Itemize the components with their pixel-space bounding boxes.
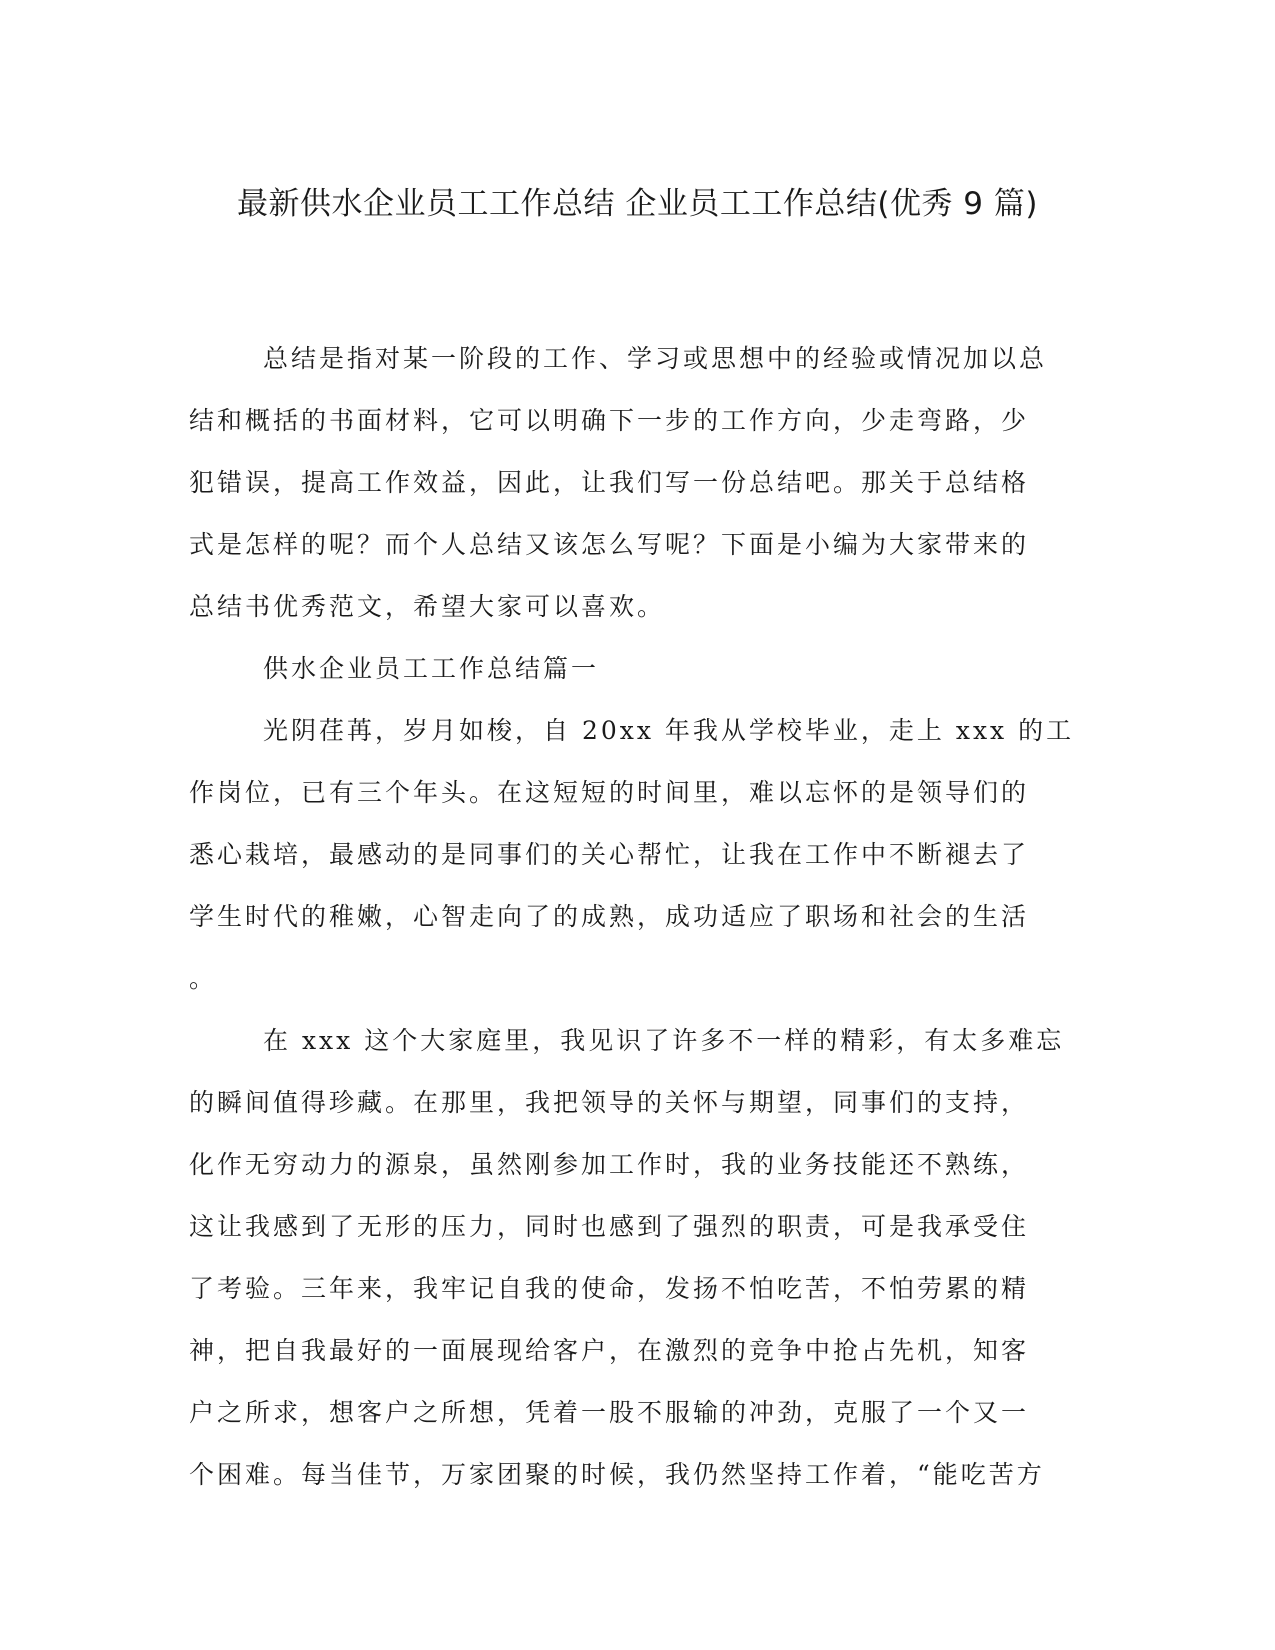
document-title: 最新供水企业员工工作总结 企业员工工作总结(优秀 9 篇)	[237, 186, 1038, 222]
text-line: 光阴荏苒，岁月如梭，自 20xx 年我从学校毕业，走上 xxx 的工	[263, 716, 1075, 745]
text-line: 式是怎样的呢？而个人总结又该怎么写呢？下面是小编为大家带来的	[189, 530, 1030, 559]
text-line: 悉心栽培，最感动的是同事们的关心帮忙，让我在工作中不断褪去了	[189, 840, 1030, 869]
text-line: 个困难。每当佳节，万家团聚的时候，我仍然坚持工作着，“能吃苦方	[189, 1460, 1045, 1489]
text-line: 供水企业员工工作总结篇一	[263, 654, 600, 683]
text-line: 总结书优秀范文，希望大家可以喜欢。	[189, 592, 666, 621]
text-line: 神，把自我最好的一面展现给客户，在激烈的竞争中抢占先机，知客	[189, 1336, 1030, 1365]
text-line: 的瞬间值得珍藏。在那里，我把领导的关怀与期望，同事们的支持，	[189, 1088, 1030, 1117]
text-line: 结和概括的书面材料，它可以明确下一步的工作方向，少走弯路，少	[189, 406, 1030, 435]
text-line: 学生时代的稚嫩，心智走向了的成熟，成功适应了职场和社会的生活	[189, 902, 1030, 931]
text-line: 作岗位，已有三个年头。在这短短的时间里，难以忘怀的是领导们的	[189, 778, 1030, 807]
text-line: 在 xxx 这个大家庭里，我见识了许多不一样的精彩，有太多难忘	[263, 1026, 1065, 1055]
document-body	[189, 328, 1075, 1506]
text-line: 化作无穷动力的源泉，虽然刚参加工作时，我的业务技能还不熟练，	[189, 1150, 1030, 1179]
text-line: 犯错误，提高工作效益，因此，让我们写一份总结吧。那关于总结格	[189, 468, 1030, 497]
text-line: 户之所求，想客户之所想，凭着一股不服输的冲劲，克服了一个又一	[189, 1398, 1030, 1427]
text-line: 总结是指对某一阶段的工作、学习或思想中的经验或情况加以总	[263, 344, 1048, 373]
text-line: 。	[189, 964, 218, 993]
text-line: 这让我感到了无形的压力，同时也感到了强烈的职责，可是我承受住	[189, 1212, 1030, 1241]
text-line: 了考验。三年来，我牢记自我的使命，发扬不怕吃苦，不怕劳累的精	[189, 1274, 1030, 1303]
